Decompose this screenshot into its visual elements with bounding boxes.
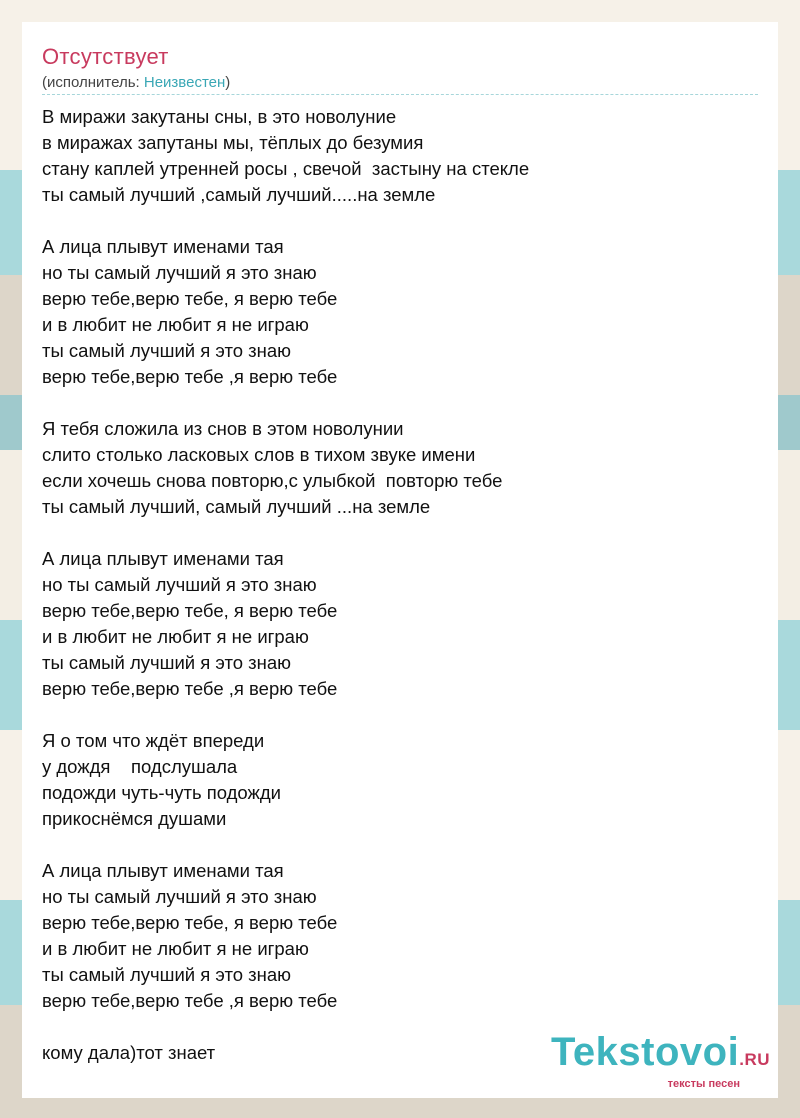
lyric-line	[42, 390, 529, 416]
lyric-line: В миражи закутаны сны, в это новолуние	[42, 106, 397, 127]
lyric-line: А лица плывут именами тая	[42, 860, 284, 881]
lyric-line: но ты самый лучший я это знаю	[42, 886, 317, 907]
lyric-line: и в любит не любит я не играю	[42, 314, 309, 335]
lyric-line: ты самый лучший я это знаю	[42, 964, 292, 985]
lyric-line: в миражах запутаны мы, тёплых до безумия	[42, 132, 424, 153]
lyric-line: но ты самый лучший я это знаю	[42, 574, 317, 595]
lyric-line: стану каплей утренней росы , свечой застыну на стекле	[42, 158, 530, 179]
artist-link[interactable]: Неизвестен	[143, 74, 226, 91]
site-logo[interactable]	[551, 1032, 770, 1090]
logo-tagline: тексты песен	[667, 1078, 740, 1090]
lyric-line	[42, 1014, 529, 1040]
lyric-line: ты самый лучший, самый лучший ...на земле	[42, 496, 431, 517]
lyrics-sheet	[22, 22, 778, 1098]
song-title: Отсутствует	[42, 44, 169, 69]
lyric-line: подожди чуть-чуть подожди	[42, 782, 282, 803]
lyric-line: ты самый лучший я это знаю	[42, 652, 292, 673]
lyric-line: но ты самый лучший я это знаю	[42, 262, 317, 283]
lyric-line: верю тебе,верю тебе, я верю тебе	[42, 600, 338, 621]
lyric-line: Я тебя сложила из снов в этом новолунии	[42, 418, 404, 439]
lyrics-text	[42, 104, 529, 1066]
lyric-line: прикоснёмся душами	[42, 808, 227, 829]
lyric-line: верю тебе,верю тебе, я верю тебе	[42, 288, 338, 309]
lyric-line: верю тебе,верю тебе, я верю тебе	[42, 912, 338, 933]
lyric-line	[42, 520, 529, 546]
lyric-line: верю тебе,верю тебе ,я верю тебе	[42, 366, 338, 387]
lyric-line: Я о том что ждёт впереди	[42, 730, 265, 751]
lyric-line: верю тебе,верю тебе ,я верю тебе	[42, 678, 338, 699]
lyric-line	[42, 832, 529, 858]
lyric-line: верю тебе,верю тебе ,я верю тебе	[42, 990, 338, 1011]
lyric-line: у дождя подслушала	[42, 756, 238, 777]
lyric-line: слито столько ласковых слов в тихом звуке имени	[42, 444, 476, 465]
logo-text: Tekstovoi	[550, 1030, 740, 1074]
lyric-line: ты самый лучший ,самый лучший.....на земле	[42, 184, 436, 205]
logo-tld: .RU	[739, 1050, 770, 1069]
lyric-line: и в любит не любит я не играю	[42, 938, 309, 959]
lyric-line: если хочешь снова повторю,с улыбкой повторю тебе	[42, 470, 503, 491]
lyric-line: и в любит не любит я не играю	[42, 626, 309, 647]
artist-suffix: )	[225, 74, 231, 91]
lyric-line	[42, 702, 529, 728]
artist-prefix: (исполнитель:	[42, 74, 144, 91]
lyric-line: ты самый лучший я это знаю	[42, 340, 292, 361]
artist-line	[42, 74, 230, 91]
lyric-line	[42, 208, 529, 234]
divider	[42, 94, 758, 95]
lyric-line: А лица плывут именами тая	[42, 548, 284, 569]
lyric-line: А лица плывут именами тая	[42, 236, 284, 257]
lyric-line: кому дала)тот знает	[42, 1042, 216, 1063]
